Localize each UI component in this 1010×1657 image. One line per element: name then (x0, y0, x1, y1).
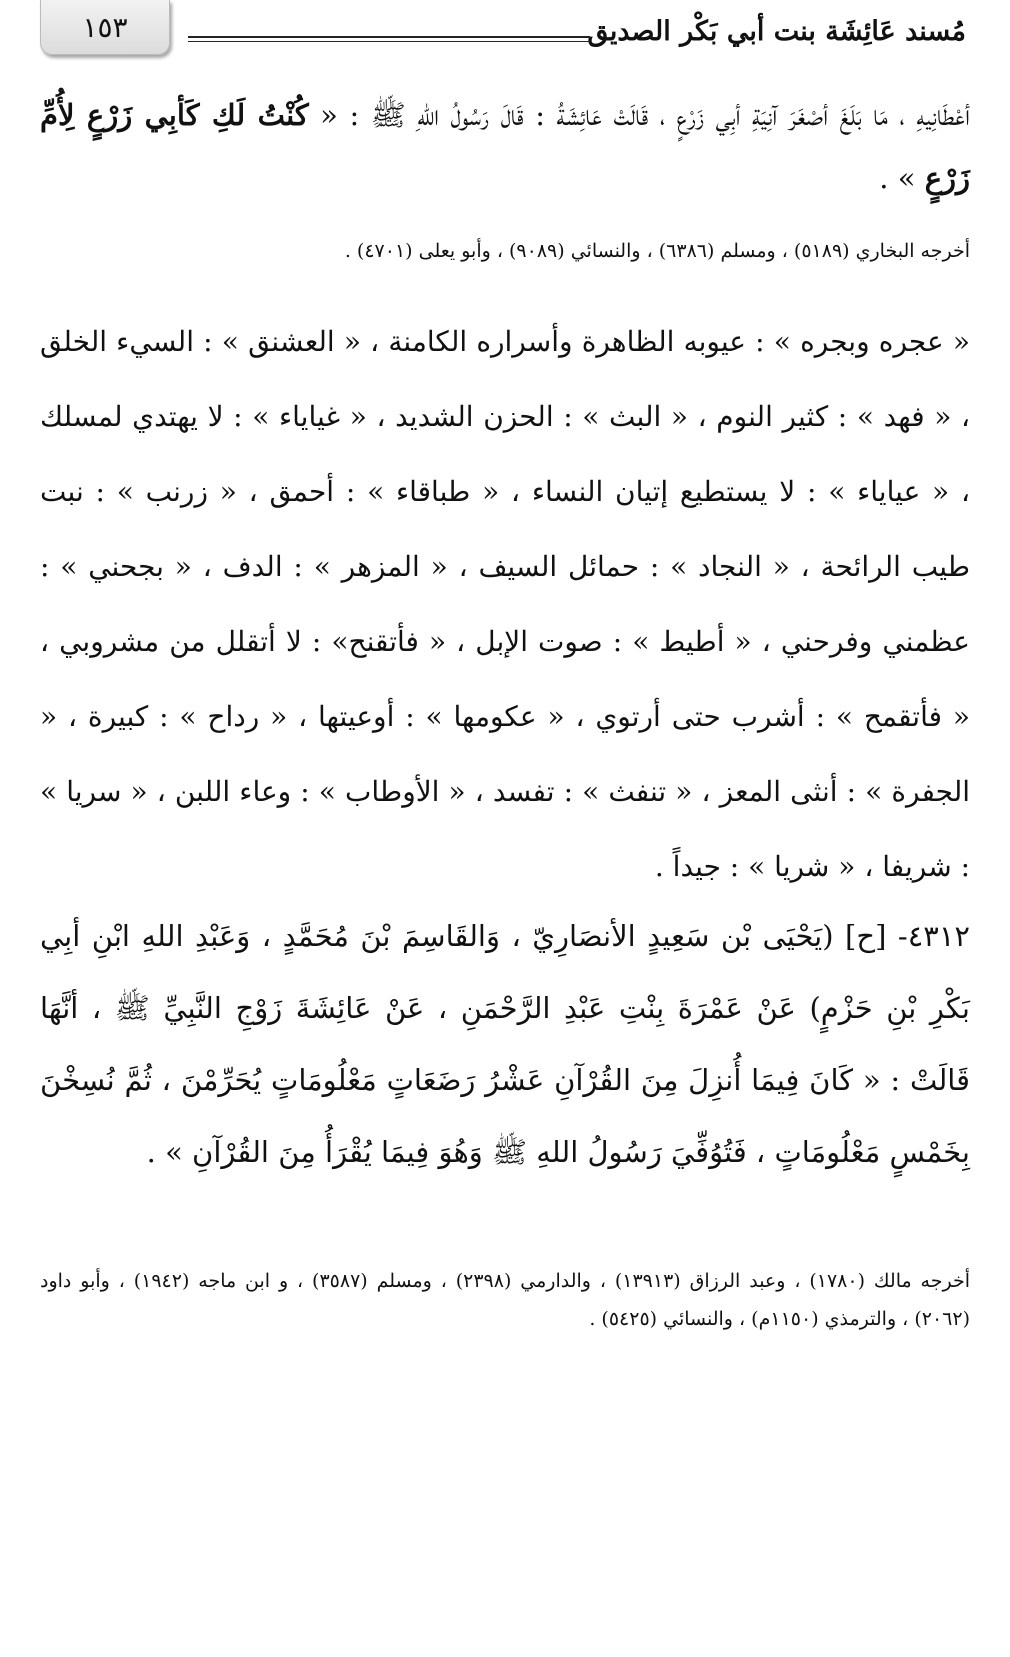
page-number: ١٥٣ (82, 10, 128, 44)
continuation-text: أعْطَانِيهِ ، مَا بَلَغَ أصْغَرَ آنِيَةِ أبِي زَرْعٍ ، قَالَتْ عَائِشَةُ : قَالَ رَسُولُ اللهِ ﷺ : « (320, 98, 970, 132)
quote-closing: » . (879, 161, 916, 195)
footnote-2 (40, 1262, 970, 1338)
glossary (40, 304, 970, 904)
hadith-continuation-paragraph (40, 84, 970, 210)
page-header (40, 0, 970, 62)
hadith-4312 (40, 900, 970, 1188)
hadith-continuation (40, 84, 970, 210)
running-title: مُسند عَائِشَة بنت أبي بَكْر الصديق (587, 16, 966, 47)
footnote-1 (40, 232, 970, 270)
hadith-4312-text: ٤٣١٢- [ح] (يَحْيَى بْن سَعِيدٍ الأنصَارِيّ ، وَالقَاسِمَ بْنَ مُحَمَّدٍ ، وَعَبْدِ اللهِ ابْنِ أبِي بَكْرِ بْنِ حَزْمٍ) عَنْ عَمْرَةَ بِنْتِ عَبْدِ الرَّحْمَنِ ، عَنْ عَائِشَةَ زَوْجِ النَّبِيِّ ﷺ ، أنَّهَا قَالَتْ : « كَانَ فِيمَا أُنزِلَ مِنَ القُرْآنِ عَشْرُ رَضَعَاتٍ مَعْلُومَاتٍ يُحَرِّمْنَ ، ثُمَّ نُسِخْنَ بِخَمْسٍ مَعْلُومَاتٍ ، فَتُوُفِّيَ رَسُولُ اللهِ ﷺ وَهُوَ فِيمَا يُقْرَأُ مِنَ القُرْآنِ » . (40, 919, 970, 1169)
header-rule (188, 36, 590, 42)
prophet-quote: كُنْتُ لَكِ كَأبِي زَرْعٍ لِأُمِّ زَرْعٍ (40, 98, 970, 195)
page-number-tab (40, 0, 170, 55)
glossary-text: « عجره وبجره » : عيوبه الظاهرة وأسراره الكامنة ، « العشنق » : السيء الخلق ، « فهد » : كثير النوم ، « البث » : الحزن الشديد ، « غياياء » : لا يهتدي لمسلك ، « عياياء » : لا يستطيع إتيان النساء ، « طباقاء » : أحمق ، « زرنب » : نبت طيب الرائحة ، « النجاد » : حمائل السيف ، « المزهر » : الدف ، « بجحني » : عظمني وفرحني ، « أطيط » : صوت الإبل ، « فأتقنح» : لا أتقلل من مشروبي ، « فأتقمح » : أشرب حتى أرتوي ، « عكومها » : أوعيتها ، « رداح » : كبيرة ، « الجفرة » : أنثى المعز ، « تنفث » : تفسد ، « الأوطاب » : وعاء اللبن ، « سريا » : شريفا ، « شريا » : جيداً . (40, 325, 970, 883)
footnote-2-text: أخرجه مالك (١٧٨٠) ، وعبد الرزاق (١٣٩١٣) ، والدارمي (٢٣٩٨) ، ومسلم (٣٥٨٧) ، و ابن ماجه (١٩٤٢) ، وأبو داود (٢٠٦٢) ، والترمذي (١١٥٠م) ، والنسائي (٥٤٢٥) . (40, 1270, 970, 1330)
footnote-1-text: أخرجه البخاري (٥١٨٩) ، ومسلم (٦٣٨٦) ، والنسائي (٩٠٨٩) ، وأبو يعلى (٤٧٠١) . (344, 240, 970, 262)
